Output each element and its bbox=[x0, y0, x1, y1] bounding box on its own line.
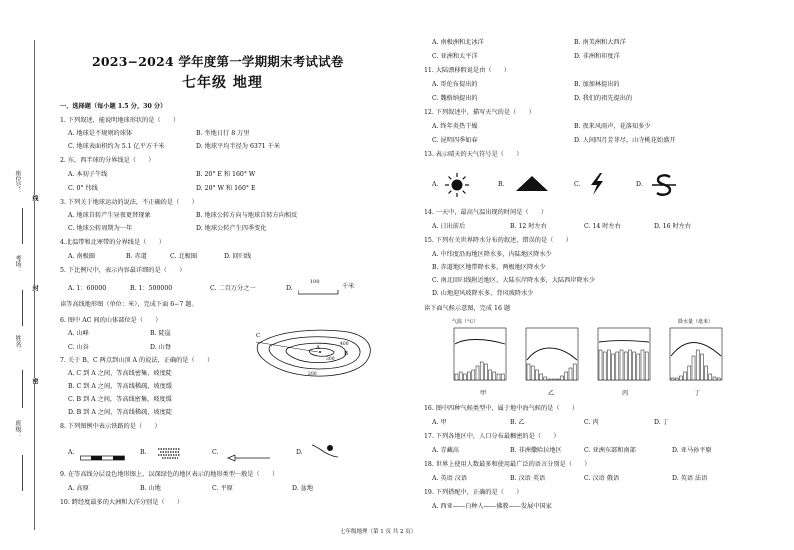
q9-option-d: D. 盆地 bbox=[292, 485, 314, 492]
question-19: 19. 下列搭配中，正确的是（ ） bbox=[424, 489, 523, 496]
contour-300: 300 bbox=[326, 357, 335, 362]
scale-bar bbox=[298, 279, 348, 292]
q10-option-d: D. 非洲和印度洋 bbox=[574, 53, 620, 60]
exam-subtitle: 七年级 地理 bbox=[182, 75, 263, 91]
q18-option-c: C. 汉语 俄语 bbox=[584, 475, 620, 482]
question-15: 15. 下列有关世界降水分布的叙述，错误的是（ ） bbox=[424, 237, 572, 244]
q1-option-a: A. 地球是不规则的球体 bbox=[68, 130, 133, 137]
scale-unit: 千米 bbox=[342, 283, 355, 290]
q17-option-d: D. 亚马孙平原 bbox=[672, 447, 712, 454]
q10-option-b: B. 南美洲和大西洋 bbox=[574, 39, 626, 46]
q5-option-c: C. 二百万分之一 bbox=[210, 285, 256, 292]
precip-bar bbox=[616, 352, 619, 380]
q17-option-b: B. 非洲撒哈拉地区 bbox=[510, 447, 562, 454]
q15-option-c: C. 南北回归线附近地区，大陆东岸降水多，大陆西岸降水少 bbox=[432, 277, 596, 284]
chart-label-jia: 甲 bbox=[480, 390, 487, 397]
q10-option-a: A. 南极洲和北冰洋 bbox=[432, 39, 484, 46]
contour-label-a: A bbox=[316, 345, 320, 351]
precip-bar bbox=[535, 370, 538, 380]
seal-line-char: 线 bbox=[31, 195, 38, 201]
precip-bar bbox=[612, 354, 615, 380]
precip-bar bbox=[540, 374, 543, 380]
class-label: 班级： bbox=[14, 420, 21, 438]
q14-option-c: C. 14 时左右 bbox=[584, 223, 621, 230]
precip-bar bbox=[641, 350, 644, 380]
precip-bar bbox=[455, 374, 458, 380]
question-11: 11. 大陆漂移假说是由（ ） bbox=[424, 67, 511, 74]
contour-400: 400 bbox=[340, 342, 349, 347]
q8-option-c: C. bbox=[212, 449, 219, 456]
q3-option-a: A. 地球自转产生昼夜更替现象 bbox=[68, 212, 151, 219]
q14-option-d: D. 16 时左右 bbox=[654, 223, 692, 230]
q12-option-c: C. 昆明四季如春 bbox=[432, 137, 478, 144]
q12-option-d: D. 人间四月芳菲尽，山寺桃花始盛开 bbox=[574, 137, 676, 144]
precip-bar bbox=[684, 372, 687, 380]
q13-option-a: A. bbox=[432, 181, 439, 188]
boundary-symbol bbox=[226, 447, 272, 455]
precip-bar bbox=[459, 372, 462, 380]
precip-bar bbox=[696, 350, 699, 380]
q4-option-b: B. 赤道 bbox=[126, 253, 147, 260]
q6-option-b: B. 陡崖 bbox=[150, 330, 171, 337]
q8-option-d: D. bbox=[296, 449, 303, 456]
q2-option-b: B. 20° E 和 160° W bbox=[196, 171, 256, 178]
precip-bar bbox=[573, 364, 576, 380]
question-8: 8. 下列图例中表示铁路的是（ ） bbox=[60, 423, 161, 430]
q3-option-b: B. 地球公转方向与地球自转方向相反 bbox=[196, 212, 298, 219]
precip-bar bbox=[552, 379, 555, 380]
q16-option-c: C. 丙 bbox=[584, 419, 599, 426]
q10-option-c: C. 亚洲和太平洋 bbox=[432, 53, 478, 60]
precip-bar bbox=[565, 372, 568, 380]
q15-option-b: B. 赤道地区地带降水多，两极地区降水少 bbox=[432, 264, 546, 271]
q13-option-d: D. bbox=[636, 181, 643, 188]
precip-bar bbox=[561, 376, 564, 380]
q12-option-b: B. 夜来风雨声，花落知多少 bbox=[574, 123, 651, 130]
q3-option-d: D. 地球公转产生四季变化 bbox=[196, 225, 267, 232]
q18-option-a: A. 英语 汉语 bbox=[432, 475, 468, 482]
q6-option-a: A. 山峰 bbox=[68, 330, 89, 337]
q2-option-d: D. 20° W 和 160° E bbox=[196, 185, 256, 192]
q17-option-a: A. 青藏高 bbox=[432, 447, 459, 454]
rain-axis-label: 降水量（毫米） bbox=[678, 319, 714, 325]
q7-option-c: C. B 到 A 之间，等高线密集，坡度缓 bbox=[68, 396, 172, 403]
precip-bar bbox=[497, 374, 500, 380]
precip-bar bbox=[480, 362, 483, 380]
q6-option-c: C. 山谷 bbox=[68, 344, 89, 351]
precip-bar bbox=[484, 364, 487, 380]
precip-bar bbox=[633, 352, 636, 380]
q4-option-d: D. 回归线 bbox=[224, 253, 252, 260]
q5-option-a: A. 1：60000 bbox=[68, 285, 107, 292]
question-16: 16. 图中四种气候类型中，属于地中海气候的是（ ） bbox=[424, 405, 579, 412]
precip-bar bbox=[671, 378, 674, 380]
q13-option-c: C. bbox=[574, 181, 581, 188]
contour-label-b: B bbox=[344, 351, 349, 357]
q9-option-b: B. 山地 bbox=[140, 485, 161, 492]
q13-option-b: B. bbox=[498, 181, 505, 188]
temperature-curve bbox=[527, 348, 577, 360]
precip-bar bbox=[556, 379, 559, 380]
precip-bar bbox=[709, 374, 712, 380]
sandstorm-triangle-icon bbox=[514, 174, 550, 192]
precip-bar bbox=[607, 350, 610, 380]
question-9: 9. 在等高线分层设色地形图上，以深绿色的地区表示的地形类型一般是（ ） bbox=[60, 471, 279, 478]
precip-bar bbox=[692, 356, 695, 380]
temp-axis-label: 气温（°C） bbox=[452, 319, 479, 325]
q4-option-a: A. 南极圈 bbox=[68, 253, 95, 260]
q14-option-b: B. 12 时左右 bbox=[510, 223, 547, 230]
question-12: 12. 下列叙述中，描写天气的是（ ） bbox=[424, 109, 535, 116]
river-symbol bbox=[310, 441, 340, 459]
precip-bar bbox=[527, 364, 530, 380]
precip-bar bbox=[637, 354, 640, 380]
precip-bar bbox=[700, 354, 703, 380]
precip-bar bbox=[501, 374, 504, 380]
q16-option-b: B. 乙 bbox=[510, 419, 525, 426]
seat-underline bbox=[22, 208, 23, 244]
precip-bar bbox=[717, 378, 720, 380]
scale-value: 100 bbox=[310, 279, 320, 285]
chart-label-yi: 乙 bbox=[548, 390, 555, 397]
question-7: 7. 关于 B、C 两点到山顶 A 的说法，正确的是（ ） bbox=[60, 357, 214, 364]
seal-secret-char: 密 bbox=[31, 378, 38, 384]
q15-option-a: A. 中纬度沿海地区降水多，内陆地区降水少 bbox=[432, 251, 552, 258]
precip-bar bbox=[713, 377, 716, 380]
question-1: 1. 下列叙述，能说明地球形状的是（ ） bbox=[60, 117, 180, 124]
q2-option-a: A. 本初子午线 bbox=[68, 171, 108, 178]
precip-bar bbox=[569, 368, 572, 380]
section-heading: 一、选择题（每小题 1.5 分，30 分） bbox=[60, 103, 167, 110]
precip-bar bbox=[472, 370, 475, 380]
q8-option-a: A. bbox=[68, 449, 75, 456]
q8-option-b: B. bbox=[140, 449, 147, 456]
q1-option-d: D. 地球平均半径为 6371 千米 bbox=[196, 143, 281, 150]
q7-option-d: D. B 到 A 之间，等高线稀疏，坡度陡 bbox=[68, 409, 173, 416]
question-14: 14. 一天中，最高气温出现的时间是（ ） bbox=[424, 209, 548, 216]
q17-option-c: C. 亚洲东部和南部 bbox=[584, 447, 636, 454]
page-footer: 七年级地理（第 1 页 共 2 页） bbox=[340, 529, 417, 535]
contour-label-c: C bbox=[256, 333, 261, 339]
question-10: 10. 跨经度最多的大洲和大洋分别是（ ） bbox=[60, 499, 184, 506]
precip-bar bbox=[688, 366, 691, 380]
question-13: 13. 表示晴天的天气符号是（ ） bbox=[424, 151, 523, 158]
q9-option-c: C. 平原 bbox=[212, 485, 233, 492]
temperature-curve bbox=[455, 340, 505, 345]
precip-bar bbox=[544, 377, 547, 380]
q14-option-a: A. 日出前后 bbox=[432, 223, 466, 230]
precip-bar bbox=[599, 350, 602, 380]
q7-option-a: A. C 到 A 之间，等高线密集，坡度陡 bbox=[68, 370, 172, 377]
q11-option-b: B. 加加林提出的 bbox=[574, 81, 620, 88]
q18-option-b: B. 汉语 英语 bbox=[510, 475, 546, 482]
class-underline bbox=[22, 455, 23, 491]
q19-option-a: A. 西亚——白种人——佛教——发展中国家 bbox=[432, 503, 552, 510]
question-6: 6. 图中 AC 间的山体部位是（ ） bbox=[60, 317, 162, 324]
chart-label-ding: 丁 bbox=[694, 390, 701, 397]
thunderstorm-icon bbox=[588, 172, 606, 196]
climate-charts bbox=[440, 326, 736, 388]
swamp-symbol bbox=[156, 444, 184, 458]
precip-bar bbox=[468, 372, 471, 380]
seal-seal-char: 封 bbox=[31, 285, 38, 291]
seat-label: 座位号： bbox=[14, 170, 21, 194]
question-18: 18. 世界上使用人数最多和使用最广泛的语言分别是（ ） bbox=[424, 461, 591, 468]
q3-option-c: C. 地球公转周期为一年 bbox=[68, 225, 133, 232]
q5-option-d: D. bbox=[286, 285, 293, 292]
question-2: 2. 东、西半球的分界线是（ ） bbox=[60, 157, 155, 164]
sun-icon bbox=[444, 172, 470, 198]
precip-bar bbox=[624, 352, 627, 380]
contour-200: 200 bbox=[308, 372, 317, 377]
room-underline bbox=[22, 290, 23, 326]
question-5: 5. 下比例尺中，表示内容最详细的是（ ） bbox=[60, 267, 186, 274]
q12-option-a: A. 终年炎热干燥 bbox=[432, 123, 478, 130]
precip-bar bbox=[489, 370, 492, 380]
precip-bar bbox=[603, 352, 606, 380]
precip-bar bbox=[679, 376, 682, 380]
q1-option-b: B. 坐地日行 8 万里 bbox=[196, 130, 250, 137]
q15-option-d: D. 山地迎风坡降水多，背风坡降水少 bbox=[432, 290, 534, 297]
railway-symbol bbox=[80, 447, 126, 455]
precip-bar bbox=[628, 350, 631, 380]
precip-bar bbox=[476, 366, 479, 380]
temperature-curve bbox=[599, 341, 649, 343]
q9-option-a: A. 高原 bbox=[68, 485, 89, 492]
q5-option-b: B. 1：500000 bbox=[130, 285, 173, 292]
exam-title: 2023−2024 学年度第一学期期末考试试卷 bbox=[92, 54, 344, 69]
precip-bar bbox=[463, 374, 466, 380]
question-3: 3. 下列关于地球运动的说法，不正确的是（ ） bbox=[60, 199, 198, 206]
name-underline bbox=[22, 370, 23, 408]
precip-bar bbox=[531, 366, 534, 380]
q11-option-a: A. 哥伦布提出的 bbox=[432, 81, 478, 88]
precip-bar bbox=[620, 350, 623, 380]
precip-bar bbox=[675, 378, 678, 380]
chart-label-bing: 丙 bbox=[622, 390, 629, 397]
precip-bar bbox=[493, 372, 496, 380]
q1-option-c: C. 地球表面积约为 5.1 亿平方千米 bbox=[68, 143, 165, 150]
q6-option-d: D. 山脊 bbox=[150, 344, 172, 351]
q16-option-a: A. 甲 bbox=[432, 419, 447, 426]
precip-bar bbox=[645, 352, 648, 380]
q11-option-c: C. 魏格纳提出的 bbox=[432, 95, 478, 102]
typhoon-icon bbox=[650, 172, 678, 198]
q7-option-b: B. C 到 A 之间，等高线稀疏，坡度缓 bbox=[68, 383, 173, 390]
exam-room-label: 考场： bbox=[14, 255, 21, 273]
q4-option-c: C. 北极圈 bbox=[170, 253, 198, 260]
reading-prompt-1: 读等高线地形图（单位：米），完成下面 6−7 题。 bbox=[60, 301, 198, 308]
precip-bar bbox=[548, 379, 551, 380]
q16-option-d: D. 丁 bbox=[654, 419, 669, 426]
q2-option-c: C. 0° 纬线 bbox=[68, 185, 98, 192]
name-label: 姓名： bbox=[14, 335, 21, 353]
q18-option-d: D. 英语 法语 bbox=[672, 475, 708, 482]
precip-bar bbox=[705, 366, 708, 380]
question-4: 4.北温带和北寒带的分界线是（ ） bbox=[60, 239, 165, 246]
question-17: 17. 下列各地区中，人口分布最稠密的是（ ） bbox=[424, 433, 560, 440]
reading-prompt-2: 读下面气候示意图，完成 16 题 bbox=[424, 305, 511, 312]
q11-option-d: D. 我们的祖先提出的 bbox=[574, 95, 633, 102]
